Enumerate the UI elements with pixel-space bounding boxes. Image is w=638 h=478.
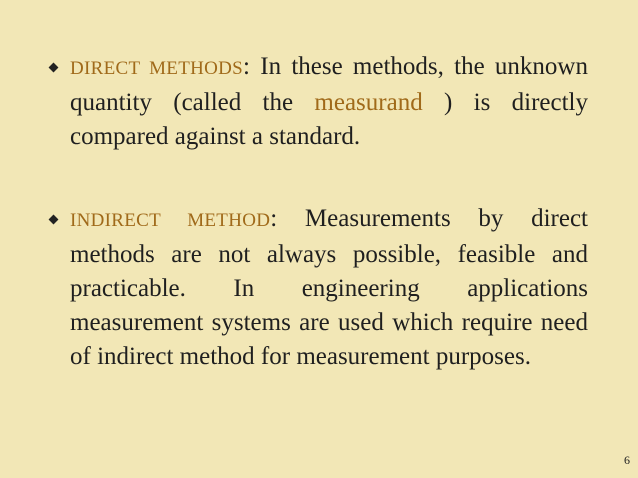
indirect-method-term: INDIRECT METHOD [70, 210, 271, 231]
direct-methods-term: DIRECT METHODS [70, 58, 244, 79]
diamond-bullet-icon [49, 63, 59, 73]
page-number: 6 [624, 453, 630, 467]
direct-methods-text-after: ) is directly compared against a standard. [70, 89, 589, 150]
diamond-bullet-icon [49, 215, 59, 225]
bullet-indirect-method [70, 202, 588, 374]
indirect-method-text: : Measurements by direct methods are not always possible, feasible and practicable. In engineering applications measurement systems are used which require need of indirect method for measurement purposes. [70, 205, 588, 370]
bullet-direct-methods [70, 50, 588, 154]
measurand-highlight: measurand [314, 89, 423, 116]
direct-methods-text-before: : In these methods, the unknown quantity (called the [70, 53, 588, 116]
